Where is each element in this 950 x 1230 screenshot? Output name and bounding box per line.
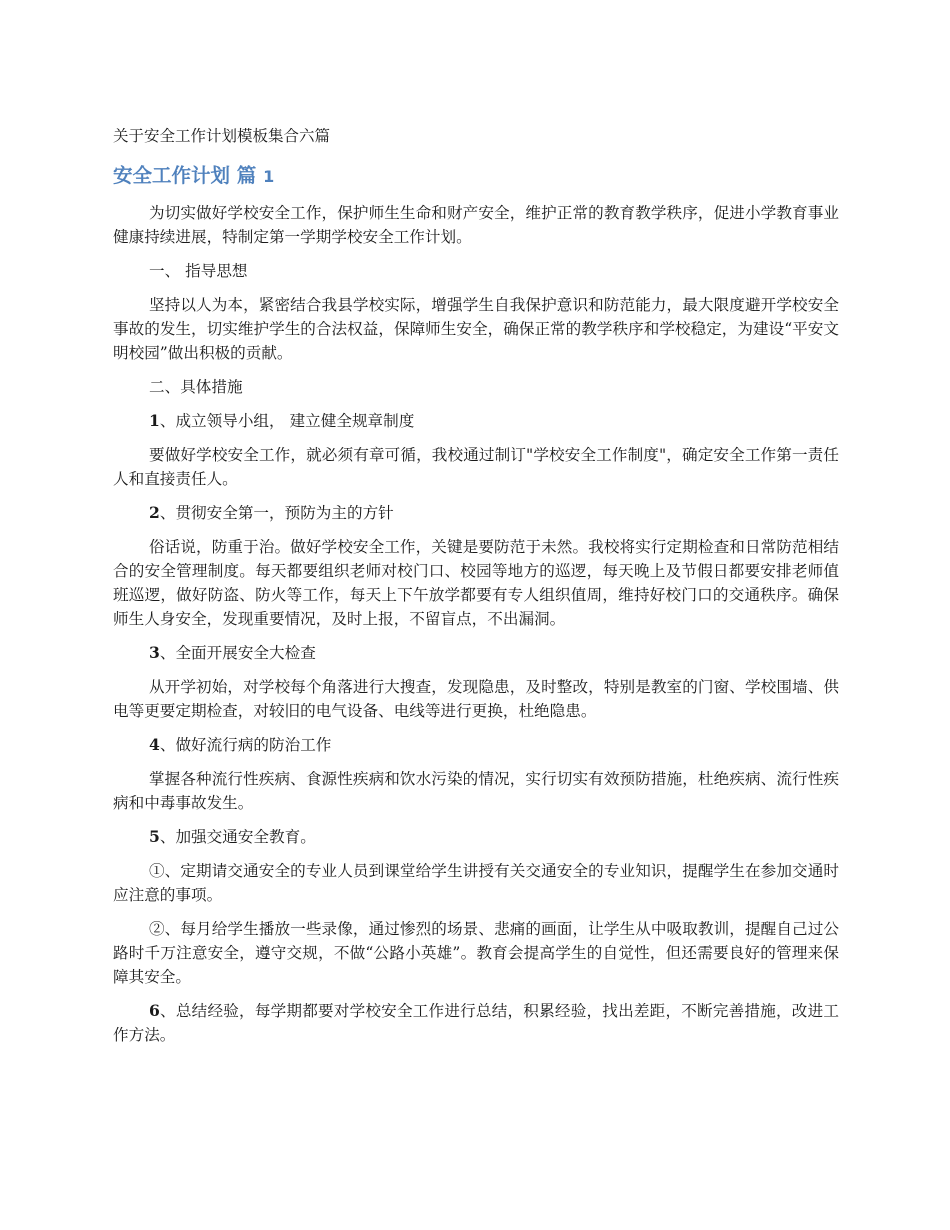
paragraph-text: 为切实做好学校安全工作，保护师生生命和财产安全，维护正常的教育教学秩序，促进小学教育事业健康持续进展，特制定第一学期学校安全工作计划。	[113, 204, 839, 246]
paragraph-text: 掌握各种流行性疾病、食源性疾病和饮水污染的情况，实行切实有效预防措施，杜绝疾病、流行性疾病和中毒事故发生。	[113, 770, 839, 812]
paragraph-text: ②、每月给学生播放一些录像，通过惨烈的场景、悲痛的画面，让学生从中吸取教训，提醒自己过公路时千万注意安全，遵守交规，不做“公路小英雄”。教育会提高学生的自觉性，但还需要良好的管理来保障其安全。	[113, 920, 839, 986]
item-heading-text: 、贯彻安全第一，预防为主的方针	[159, 504, 394, 522]
item-heading-5	[113, 825, 839, 849]
document-title: 关于安全工作计划模板集合六篇	[113, 127, 331, 145]
paragraph-text: 从开学初始，对学校每个角落进行大搜查，发现隐患，及时整改，特别是教室的门窗、学校围墙、供电等更要定期检查，对较旧的电气设备、电线等进行更换，杜绝隐患。	[113, 678, 839, 720]
item-heading-3	[113, 641, 839, 665]
item-number: 1	[149, 411, 160, 430]
item-heading-1	[113, 409, 839, 433]
paragraph-item-1	[113, 443, 839, 491]
paragraph-text: 一、 指导思想	[149, 262, 248, 280]
document-page	[113, 124, 839, 1057]
item-paragraph-6	[113, 999, 839, 1047]
paragraph-text: ①、定期请交通安全的专业人员到课堂给学生讲授有关交通安全的专业知识，提醒学生在参加交通时应注意的事项。	[113, 862, 839, 904]
paragraph-text: 俗话说，防重于治。做好学校安全工作，关键是要防范于未然。我校将实行定期检查和日常防范相结合的安全管理制度。每天都要组织老师对校门口、校园等地方的巡逻，每天晚上及节假日都要安排老师值班巡逻，做好防盗、防火等工作，每天上下午放学都要有专人组织值周，维持好校门口的交通秩序。确保师生人身安全，发现重要情况，及时上报，不留盲点，不出漏洞。	[113, 538, 839, 628]
paragraph-text: 、总结经验，每学期都要对学校安全工作进行总结，积累经验，找出差距，不断完善措施，改进工作方法。	[113, 1002, 839, 1044]
paragraph-text: 二、具体措施	[149, 378, 243, 396]
paragraph-item-4	[113, 767, 839, 815]
section-heading-text: 安全工作计划 篇	[113, 164, 257, 187]
item-heading-2	[113, 501, 839, 525]
section-heading	[113, 162, 839, 191]
paragraph-item-5-b	[113, 917, 839, 989]
paragraph-text: 坚持以人为本，紧密结合我县学校实际，增强学生自我保护意识和防范能力，最大限度避开学校安全事故的发生，切实维护学生的合法权益，保障师生安全，确保正常的教学秩序和学校稳定，为建设“平安文明校园”做出积极的贡献。	[113, 296, 839, 362]
item-number: 2	[149, 503, 160, 522]
paragraph-item-5-a	[113, 859, 839, 907]
section-heading-number: 1	[263, 167, 275, 186]
paragraph-item-2	[113, 535, 839, 631]
item-number: 5	[149, 827, 160, 846]
item-heading-text: 、成立领导小组， 建立健全规章制度	[159, 412, 415, 430]
item-number: 3	[149, 643, 160, 662]
item-heading-text: 、全面开展安全大检查	[159, 644, 316, 662]
item-number: 6	[149, 1001, 160, 1020]
item-heading-4	[113, 733, 839, 757]
paragraph-text: 要做好学校安全工作，就必须有章可循，我校通过制订"学校安全工作制度"，确定安全工作第一责任人和直接责任人。	[113, 446, 839, 488]
item-heading-text: 、做好流行病的防治工作	[159, 736, 332, 754]
paragraph-item-3	[113, 675, 839, 723]
paragraph-intro	[113, 201, 839, 249]
paragraph-guiding-ideology	[113, 293, 839, 365]
heading-guiding-ideology	[113, 259, 839, 283]
item-number: 4	[149, 735, 160, 754]
heading-specific-measures	[113, 375, 839, 399]
item-heading-text: 、加强交通安全教育。	[159, 828, 316, 846]
